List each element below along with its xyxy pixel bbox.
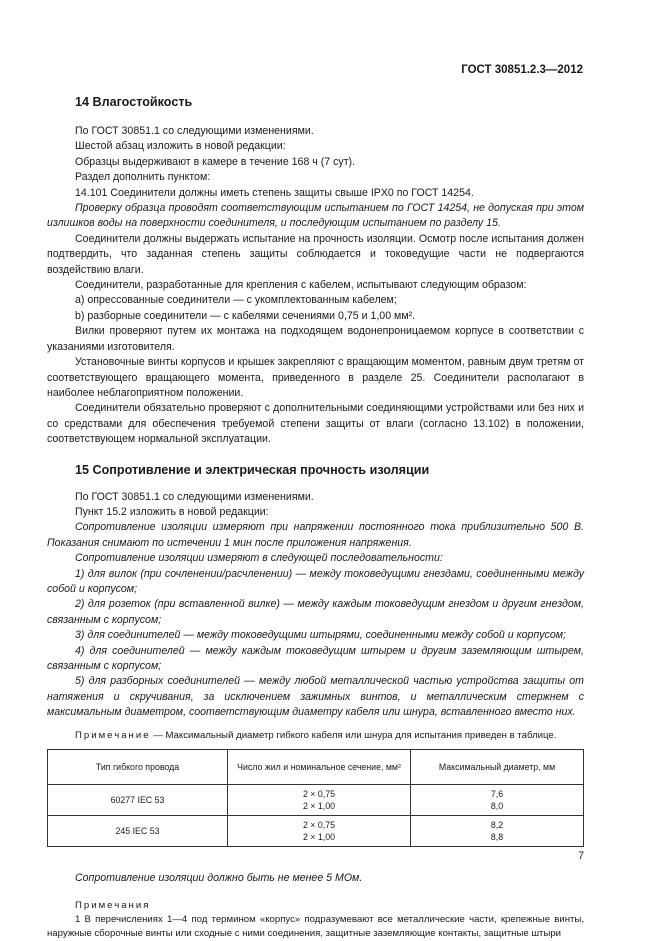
list-item: b) разборные соединители — с кабелями сечениями 0,75 и 1,00 мм². — [75, 309, 416, 322]
cell-line: 2 × 1,00 — [302, 800, 336, 811]
cable-diameter-table — [47, 749, 584, 847]
paragraph: Образцы выдерживают в камере в течение 168 ч (7 сут). — [75, 155, 356, 168]
paragraph: По ГОСТ 30851.1 со следующими изменениями. — [75, 125, 314, 137]
note-label: Примечание — [75, 729, 151, 741]
document-body — [47, 94, 584, 941]
table-row — [48, 784, 584, 815]
table-row — [48, 815, 584, 846]
list-item: 5) для разборных соединителей — между любой металлической частью устройства защиты от натяжения и скручивания, за исключением зажимных винтов, и металлическим стержнем с максимальным диаметром, соответствующим диаметру кабеля или шнура, вставленного вместо них. — [47, 675, 584, 719]
list-item: 2) для розеток (при вставленной вилке) — между каждым токоведущим гнездом и другим гнездом, связанным с корпусом; — [47, 598, 584, 626]
paragraph: Соединители обязательно проверяют с дополнительными соединяющими устройствами или без них и со средствами для обеспечения требуемой степени защиты от влаги (согласно 13.102) в положении, соответствующем нормальной эксплуатации. — [47, 402, 584, 446]
note — [47, 729, 584, 743]
paragraph: Раздел дополнить пунктом: — [75, 171, 211, 184]
paragraph: Пункт 15.2 изложить в новой редакции: — [75, 505, 269, 518]
column-header: Число жил и номинальное сечение, мм² — [228, 749, 411, 784]
paragraph: Сопротивление изоляции измеряют при напряжении постоянного тока приблизительно 500 В. Показания снимают по истечении 1 мин после приложения напряжения. — [47, 521, 584, 549]
table-cell: 60277 IEC 53 — [48, 784, 228, 815]
list-item: a) опрессованные соединители — с укомплектованным кабелем; — [75, 294, 397, 307]
list-item: 3) для соединителей — между токоведущими штырями, соединенными между собой и корпусом; — [75, 629, 566, 642]
document-code: ГОСТ 30851.2.3—2012 — [461, 64, 583, 76]
clause-14-101: 14.101 Соединители должны иметь степень защиты свыше IPX0 по ГОСТ 14254. — [75, 186, 474, 199]
cell-line: 2 × 1,00 — [302, 831, 336, 842]
cell-line: 7,6 — [490, 788, 504, 799]
cell-line: 8,2 — [490, 819, 504, 830]
column-header: Максимальный диаметр, мм — [411, 749, 584, 784]
cell-line: 2 × 0,75 — [302, 819, 336, 830]
table-cell — [411, 784, 584, 815]
paragraph: Установочные винты корпусов и крышек закрепляют с вращающим моментом, равным двум третям от соответствующего вращающего момента, приведенного в разделе 25. Соединители располагают в наиболее неблагоприятном положении. — [47, 356, 584, 399]
paragraph: Сопротивление изоляции измеряют в следующей последовательности: — [75, 552, 443, 565]
paragraph: Вилки проверяют путем их монтажа на подходящем водонепроницаемом корпусе в соответствии с указаниями изготовителя. — [47, 325, 584, 353]
cell-line: 8,0 — [490, 800, 504, 811]
section-15-title: 15 Сопротивление и электрическая прочность изоляции — [75, 462, 430, 477]
table-cell: 245 IEC 53 — [48, 815, 228, 846]
section-14-title: 14 Влагостойкость — [75, 95, 193, 109]
list-item: 4) для соединителей — между каждым токоведущим штырем и другим заземляющим штырем, связанным с корпусом; — [47, 644, 584, 672]
note-item: 1 В перечислениях 1—4 под термином «корпус» подразумевают все металлические части, крепежные винты, наружные сборочные винты или сходные с ними соединения, защитные заземляющие контакты, защитные штыри — [47, 914, 584, 940]
table-cell — [411, 815, 584, 846]
table-cell — [228, 815, 411, 846]
column-header: Тип гибкого провода — [48, 749, 228, 784]
paragraph: Шестой абзац изложить в новой редакции: — [75, 140, 286, 153]
note-text: — Максимальный диаметр гибкого кабеля или шнура для испытания приведен в таблице. — [150, 729, 557, 741]
notes-label: Примечания — [75, 900, 151, 912]
cell-line: 2 × 0,75 — [302, 788, 336, 799]
paragraph: По ГОСТ 30851.1 со следующими изменениями. — [75, 490, 314, 503]
paragraph: Соединители должны выдержать испытание на прочность изоляции. Осмотр после испытания должен подтвердить, что заданная степень защиты соблюдается и токоведущие части не подвергаются воздействию влаги. — [47, 232, 584, 276]
paragraph: Сопротивление изоляции должно быть не менее 5 МОм. — [75, 871, 363, 884]
table-cell — [228, 784, 411, 815]
cell-line: 8,8 — [490, 831, 504, 842]
list-item: 1) для вилок (при сочленении/расчленении) — между токоведущими гнездами, соединенными между собой и корпусом; — [47, 567, 584, 595]
paragraph: Соединители, разработанные для крепления с кабелем, испытывают следующим образом: — [75, 279, 527, 292]
page-number: 7 — [578, 850, 584, 862]
paragraph: Проверку образца проводят соответствующим испытанием по ГОСТ 14254, не допуская при этом излишков воды на поверхности соединителя, и последующим испытанием по разделу 15. — [47, 202, 584, 230]
table-header-row — [48, 749, 584, 784]
